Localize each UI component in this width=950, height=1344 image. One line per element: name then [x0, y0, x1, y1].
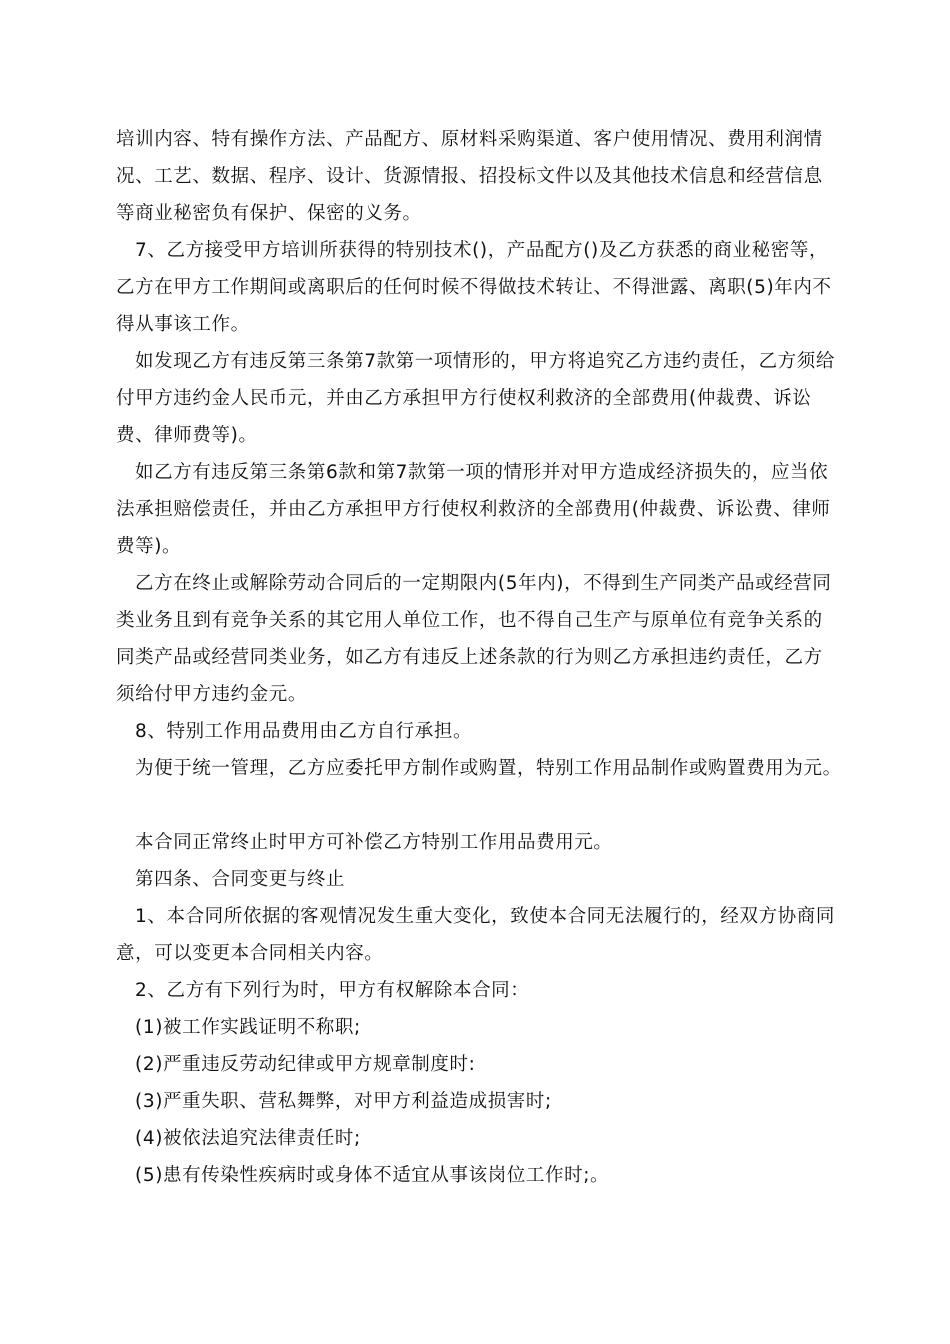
paragraph-clause-7: 7、乙方接受甲方培训所获得的特别技术()，产品配方()及乙方获悉的商业秘密等，乙方在甲方工作期间或离职后的任何时候不得做技术转让、不得泄露、离职(5)年内不得从事该工作。 — [116, 240, 832, 335]
paragraph-work-supplies: 为便于统一管理，乙方应委托甲方制作或购置，特别工作用品制作或购置费用为元。 — [135, 758, 842, 779]
list-item-3: (3)严重失职、营私舞弊，对甲方利益造成损害时; — [135, 1091, 552, 1112]
paragraph-change-clause-1: 1、本合同所依据的客观情况发生重大变化，致使本合同无法履行的，经双方协商同意，可以变更本合同相关内容。 — [116, 906, 835, 964]
paragraph-breach-clause-7: 如发现乙方有违反第三条第7款第一项情形的，甲方将追究乙方违约责任，乙方须给付甲方违约金人民币元，并由乙方承担甲方行使权利救济的全部费用(仲裁费、诉讼费、律师费等)。 — [116, 351, 835, 446]
section-heading-article-4: 第四条、合同变更与终止 — [135, 869, 346, 890]
paragraph-clause-8: 8、特别工作用品费用由乙方自行承担。 — [135, 721, 473, 742]
list-item-1: (1)被工作实践证明不称职; — [135, 1017, 361, 1038]
list-item-2: (2)严重违反劳动纪律或甲方规章制度时: — [135, 1054, 476, 1075]
list-item-5: (5)患有传染性疾病时或身体不适宜从事该岗位工作时;。 — [135, 1165, 610, 1186]
list-item-4: (4)被依法追究法律责任时; — [135, 1128, 361, 1149]
paragraph-termination-clause-2: 2、乙方有下列行为时，甲方有权解除本合同： — [135, 980, 530, 1001]
paragraph-non-compete: 乙方在终止或解除劳动合同后的一定期限内(5年内)，不得到生产同类产品或经营同类业务且到有竞争关系的其它用人单位工作，也不得自己生产与原单位有竞争关系的同类产品或经营同类业务，如乙方有违反上述条款的行为则乙方承担违约责任，乙方须给付甲方违约金元。 — [116, 573, 832, 705]
paragraph-termination-compensation: 本合同正常终止时甲方可补偿乙方特别工作用品费用元。 — [135, 832, 613, 853]
paragraph-trade-secrets: 培训内容、特有操作方法、产品配方、原材料采购渠道、客户使用情况、费用利润情况、工艺、数据、程序、设计、货源情报、招投标文件以及其他技术信息和经营信息等商业秘密负有保护、保密的义务。 — [116, 129, 823, 224]
paragraph-compensation: 如乙方有违反第三条第6款和第7款第一项的情形并对甲方造成经济损失的，应当依法承担赔偿责任，并由乙方承担甲方行使权利救济的全部费用(仲裁费、诉讼费、律师费等)。 — [116, 462, 831, 557]
